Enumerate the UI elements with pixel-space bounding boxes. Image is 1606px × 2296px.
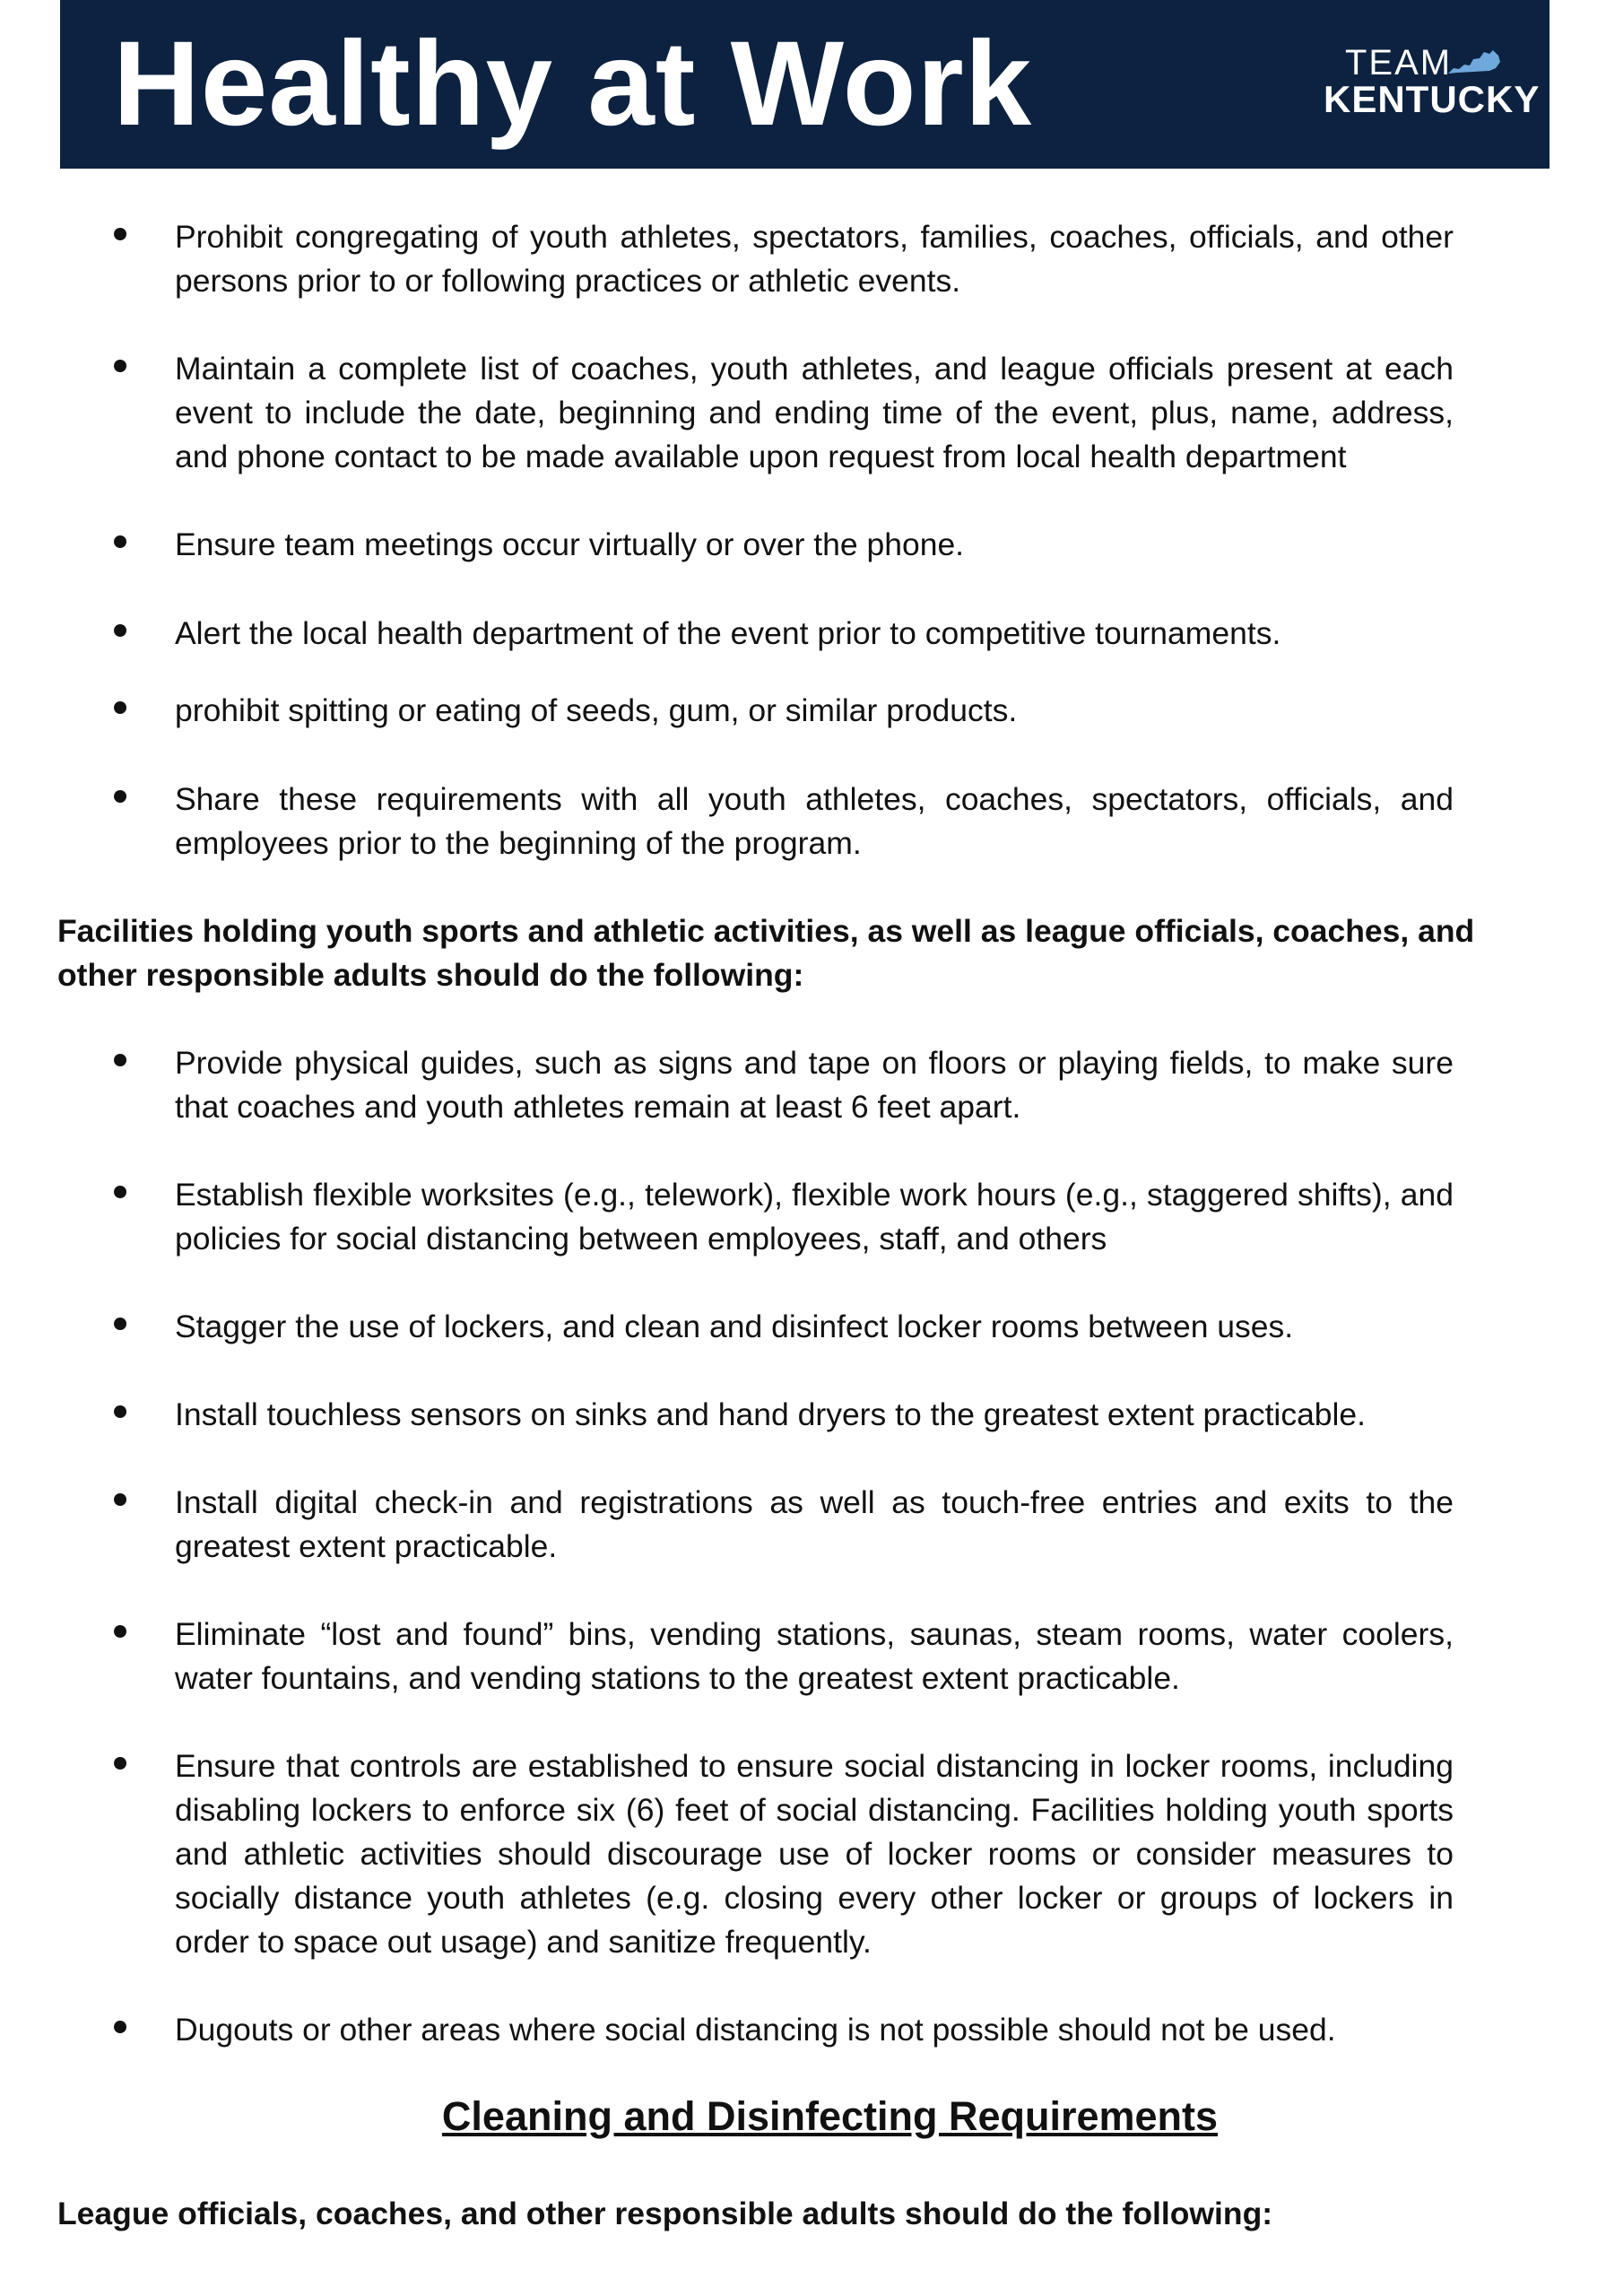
bullet-icon (114, 360, 126, 372)
bullet-icon (114, 1186, 126, 1198)
bullet-icon (114, 228, 126, 240)
bullet-icon (114, 1625, 126, 1638)
bullet-icon (114, 2021, 126, 2033)
bullet-icon (114, 701, 126, 714)
facilities-intro-paragraph: Facilities holding youth sports and athletic activities, as well as league officials, coaches, and other responsible adults should do the following: (57, 913, 1475, 993)
header-title: Healthy at Work (113, 17, 1033, 151)
bullet-icon (114, 1054, 126, 1066)
bullet-icon (114, 535, 126, 548)
team-kentucky-logo (1264, 43, 1541, 124)
bullet-icon (114, 790, 126, 803)
cleaning-section-heading: Cleaning and Disinfecting Requirements (441, 2093, 1219, 2139)
logo-kentucky-text: KENTUCKY (1324, 78, 1541, 120)
bullet-icon (114, 1405, 126, 1418)
bullet-icon (114, 1493, 126, 1506)
league-intro-paragraph: League officials, coaches, and other responsible adults should do the following: (57, 2196, 1273, 2231)
bullet-icon (114, 1757, 126, 1770)
logo-team-text: TEAM (1345, 43, 1453, 83)
bullet-icon (114, 624, 126, 637)
bullet-icon (114, 1318, 126, 1330)
header-banner (60, 0, 1550, 169)
kentucky-state-icon (1446, 48, 1502, 75)
